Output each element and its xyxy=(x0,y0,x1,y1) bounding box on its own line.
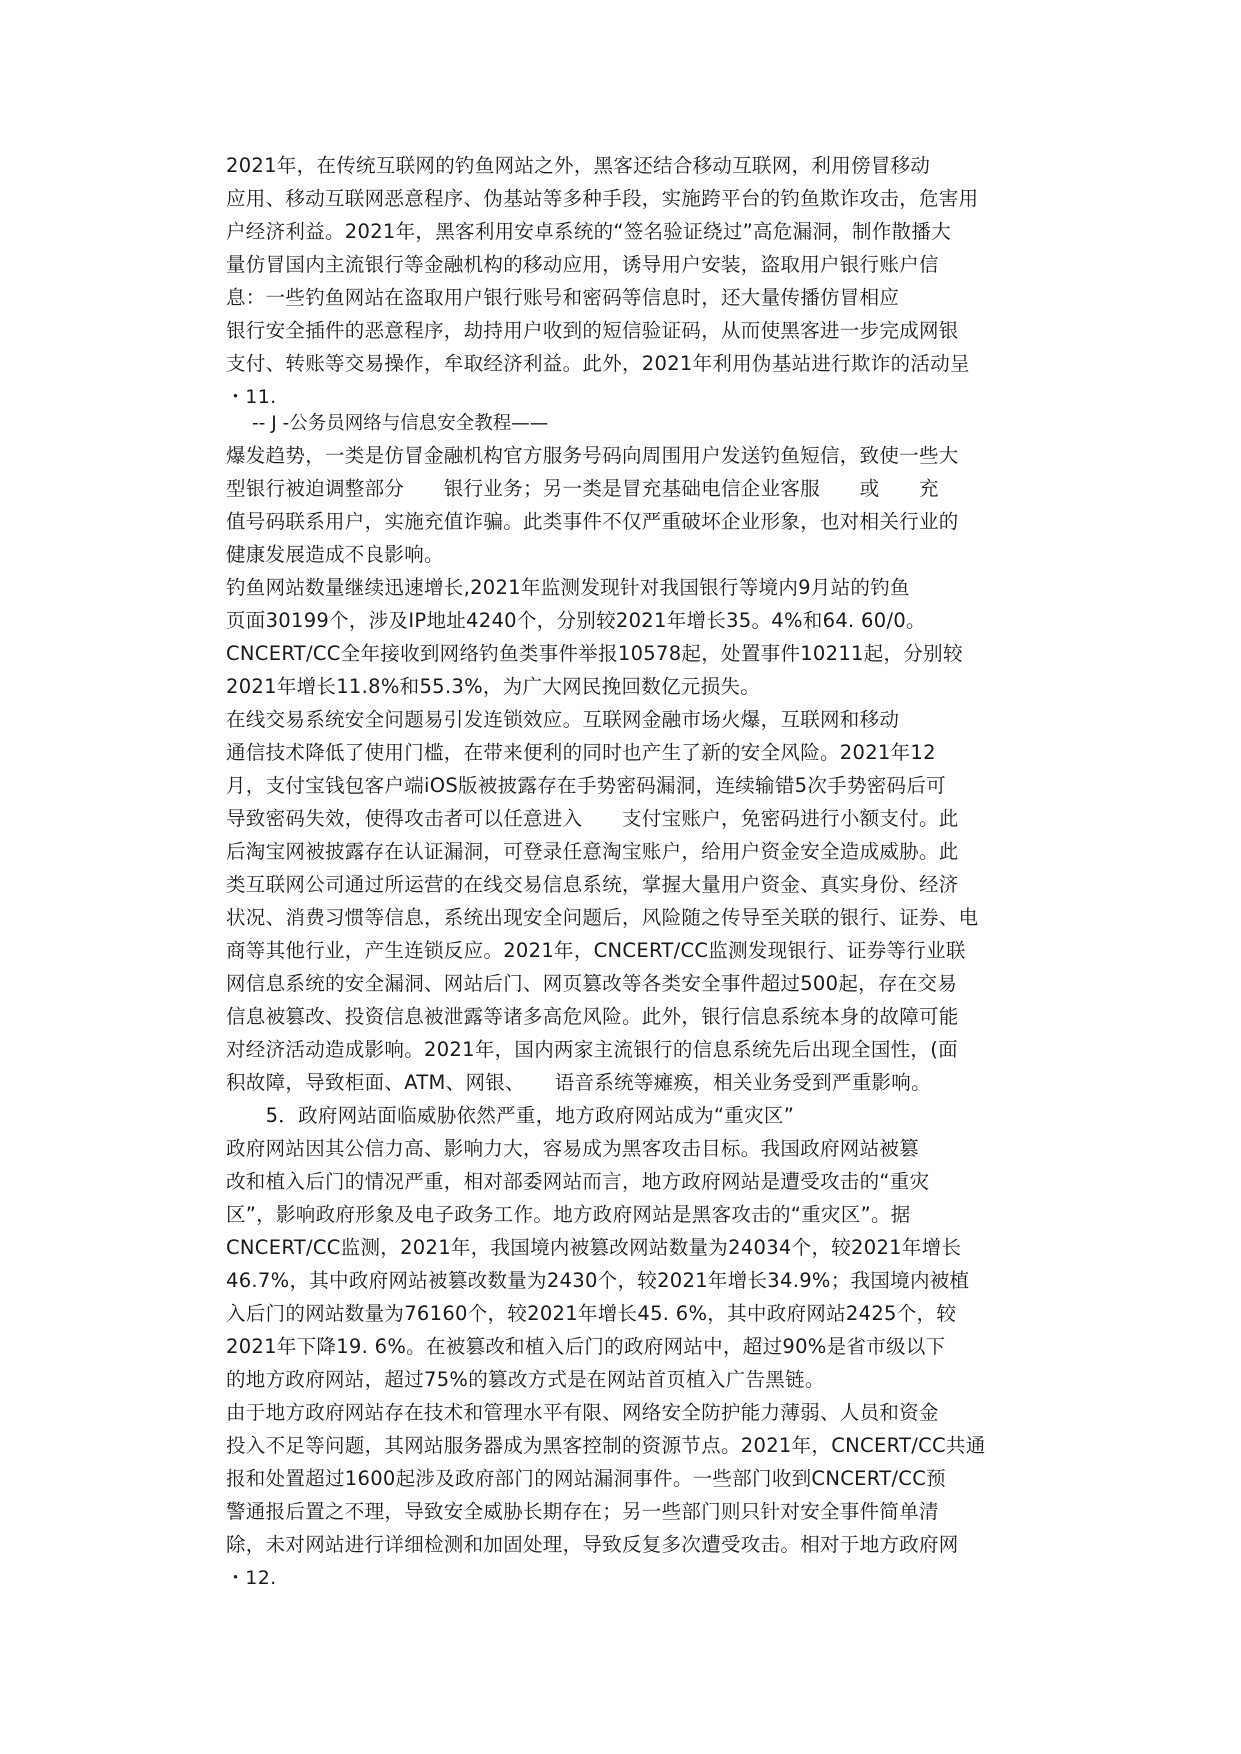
text-line: 除，未对网站进行详细检测和加固处理，导致反复多次遭受攻击。相对于地方政府网 xyxy=(226,1533,959,1556)
text-line: 改和植入后门的情况严重，相对部委网站而言，地方政府网站是遭受攻击的“重灾 xyxy=(226,1170,930,1193)
running-header: -- J -公务员网络与信息安全教程—— xyxy=(252,413,549,434)
text-line: 页面30199个，涉及IP地址4240个，分别较2021年增长35。4%和64. 60/0。 xyxy=(226,609,926,632)
text-line: 爆发趋势，一类是仿冒金融机构官方服务号码向周围用户发送钓鱼短信，致使一些大 xyxy=(226,444,959,467)
text-line: 投入不足等问题，其网站服务器成为黑客控制的资源节点。2021年，CNCERT/CC共通 xyxy=(226,1434,986,1457)
text-line: 2021年增长11.8%和55.3%，为广大网民挽回数亿元损失。 xyxy=(226,675,761,698)
text-line: 由于地方政府网站存在技术和管理水平有限、网络安全防护能力薄弱、人员和资金 xyxy=(226,1401,939,1424)
text-line: 政府网站因其公信力高、影响力大，容易成为黑客攻击目标。我国政府网站被篡 xyxy=(226,1137,920,1160)
text-line: CNCERT/CC监测，2021年，我国境内被篡改网站数量为24034个，较2021年增长 xyxy=(226,1236,962,1259)
text-line: 类互联网公司通过所运营的在线交易信息系统，掌握大量用户资金、真实身份、经济 xyxy=(226,873,959,896)
text-line: 后淘宝网被披露存在认证漏洞，可登录任意淘宝账户，给用户资金安全造成威胁。此 xyxy=(226,840,959,863)
text-line: 信息被篡改、投资信息被泄露等诸多高危风险。此外，银行信息系统本身的故障可能 xyxy=(226,1005,959,1028)
text-line: 警通报后置之不理，导致安全威胁长期存在；另一些部门则只针对安全事件简单清 xyxy=(226,1500,939,1523)
text-line: 状况、消费习惯等信息，系统出现安全问题后，风险随之传导至关联的银行、证券、电 xyxy=(226,906,979,929)
text-line: 值号码联系用户，实施充值诈骗。此类事件不仅严重破坏企业形象，也对相关行业的 xyxy=(226,510,959,533)
text-line: 积故障，导致柜面、ATM、网银、 语音系统等瘫痪，相关业务受到严重影响。 xyxy=(226,1071,931,1094)
text-line: 月，支付宝钱包客户端iOS版被披露存在手势密码漏洞，连续输错5次手势密码后可 xyxy=(226,774,946,797)
text-line: 通信技术降低了使用门槛，在带来便利的同时也产生了新的安全风险。2021年12 xyxy=(226,741,936,764)
text-line: 区”，影响政府形象及电子政务工作。地方政府网站是黑客攻击的“重灾区”。据 xyxy=(226,1203,911,1226)
text-line: 健康发展造成不良影响。 xyxy=(226,543,444,566)
text-line: 报和处置超过1600起涉及政府部门的网站漏洞事件。一些部门收到CNCERT/CC预 xyxy=(226,1467,946,1490)
text-line: 2021年下降19. 6%。在被篡改和植入后门的政府网站中，超过90%是省市级以下 xyxy=(226,1335,946,1358)
text-line: 2021年，在传统互联网的钓鱼网站之外，黑客还结合移动互联网，利用傍冒移动 xyxy=(226,154,931,177)
text-line: 户经济利益。2021年，黑客利用安卓系统的“签名验证绕过”高危漏洞，制作散播大 xyxy=(226,220,952,243)
text-line: CNCERT/CC全年接收到网络钓鱼类事件举报10578起，处置事件10211起，分别较 xyxy=(226,642,963,665)
text-line: 在线交易系统安全问题易引发连锁效应。互联网金融市场火爆，互联网和移动 xyxy=(226,708,900,731)
text-line: 支付、转账等交易操作，牟取经济利益。此外，2021年利用伪基站进行欺诈的活动呈 xyxy=(226,352,970,375)
text-line: 网信息系统的安全漏洞、网站后门、网页篡改等各类安全事件超过500起，存在交易 xyxy=(226,972,958,995)
text-line: 应用、移动互联网恶意程序、伪基站等多种手段，实施跨平台的钓鱼欺诈攻击，危害用 xyxy=(226,187,979,210)
page-number: ・12. xyxy=(226,1567,277,1589)
text-line: 银行安全插件的恶意程序，劫持用户收到的短信验证码，从而使黑客进一步完成网银 xyxy=(226,319,959,342)
text-line: 入后门的网站数量为76160个，较2021年增长45. 6%，其中政府网站2425个，较 xyxy=(226,1302,957,1325)
text-line: 钓鱼网站数量继续迅速增长,2021年监测发现针对我国银行等境内9月站的钓鱼 xyxy=(226,576,910,599)
text-line: 导致密码失效，使得攻击者可以任意进入 支付宝账户，免密码进行小额支付。此 xyxy=(226,807,959,830)
text-line: 46.7%，其中政府网站被篡改数量为2430个，较2021年增长34.9%；我国境内被植 xyxy=(226,1269,970,1292)
section-heading: 5．政府网站面临威胁依然严重，地方政府网站成为“重灾区” xyxy=(226,1104,795,1127)
text-line: 量仿冒国内主流银行等金融机构的移动应用，诱导用户安装，盗取用户银行账户信 xyxy=(226,253,939,276)
text-line: 型银行被迫调整部分 银行业务；另一类是冒充基础电信企业客服 或 充 xyxy=(226,477,939,500)
text-line: 对经济活动造成影响。2021年，国内两家主流银行的信息系统先后出现全国性，(面 xyxy=(226,1038,958,1061)
text-line: 商等其他行业，产生连锁反应。2021年，CNCERT/CC监测发现银行、证券等行业联 xyxy=(226,939,966,962)
text-line: 的地方政府网站，超过75%的篡改方式是在网站首页植入广告黑链。 xyxy=(226,1368,825,1391)
page-number: ・11. xyxy=(226,386,277,408)
text-line: 息：一些钓鱼网站在盗取用户银行账号和密码等信息时，还大量传播仿冒相应 xyxy=(226,286,900,309)
